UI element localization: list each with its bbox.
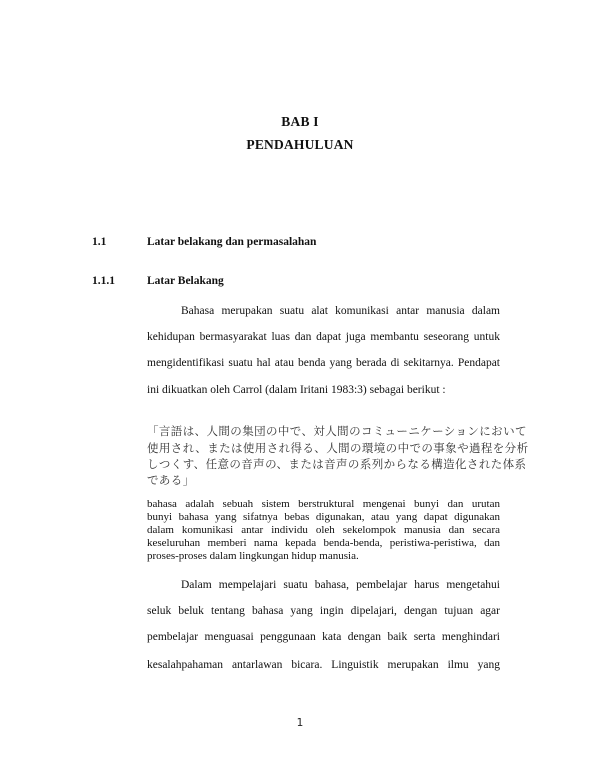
paragraph-line: seluk beluk tentang bahasa yang ingin dipelajari, dengan tujuan agar	[147, 605, 500, 617]
paragraph-line: pembelajar menguasai penggunaan kata dengan baik serta menghindari	[147, 631, 500, 643]
paragraph-line: Dalam mempelajari suatu bahasa, pembelajar harus mengetahui	[181, 579, 500, 591]
quote-japanese-line: である」	[147, 473, 195, 487]
quote-translation-line: dalam komunikasi antar individu oleh sekelompok manusia dan secara	[147, 524, 500, 536]
quote-translation-line: keseluruhan memberi nama kepada benda-benda, peristiwa-peristiwa, dan	[147, 537, 500, 549]
quote-japanese-line: 「言語は、人間の集団の中で、対人間のコミューニケーションにおいて	[147, 424, 527, 438]
subsection-number: 1.1.1	[92, 275, 115, 287]
section-title: Latar belakang dan permasalahan	[147, 236, 317, 248]
paragraph-line: kehidupan bermasyarakat luas dan dapat juga membantu seseorang untuk	[147, 331, 500, 343]
section-number: 1.1	[92, 236, 107, 248]
chapter-subtitle: PENDAHULUAN	[246, 137, 354, 152]
paragraph-line: mengidentifikasi suatu hal atau benda yang berada di sekitarnya. Pendapat	[147, 357, 500, 369]
quote-translation-line: bahasa adalah sebuah sistem berstruktural mengenai bunyi dan urutan	[147, 498, 500, 510]
quote-japanese-line: しつくす、任意の音声の、または音声の系列からなる構造化された体系	[147, 457, 527, 471]
subsection-title: Latar Belakang	[147, 275, 224, 287]
quote-japanese-line: 使用され、または使用され得る、人間の環境の中での事象や過程を分析	[147, 441, 529, 455]
paragraph-line: ini dikuatkan oleh Carrol (dalam Iritani 1983:3) sebagai berikut :	[147, 384, 446, 396]
quote-translation-line: bunyi bahasa yang sifatnya bebas digunakan, atau yang dapat digunakan	[147, 511, 500, 523]
paragraph-line: kesalahpahaman antarlawan bicara. Linguistik merupakan ilmu yang	[147, 659, 500, 671]
page-number: 1	[296, 717, 304, 729]
quote-translation-line: proses-proses dalam lingkungan hidup manusia.	[147, 550, 359, 562]
paragraph-line: Bahasa merupakan suatu alat komunikasi antar manusia dalam	[181, 305, 500, 317]
chapter-title: BAB I	[281, 114, 319, 129]
